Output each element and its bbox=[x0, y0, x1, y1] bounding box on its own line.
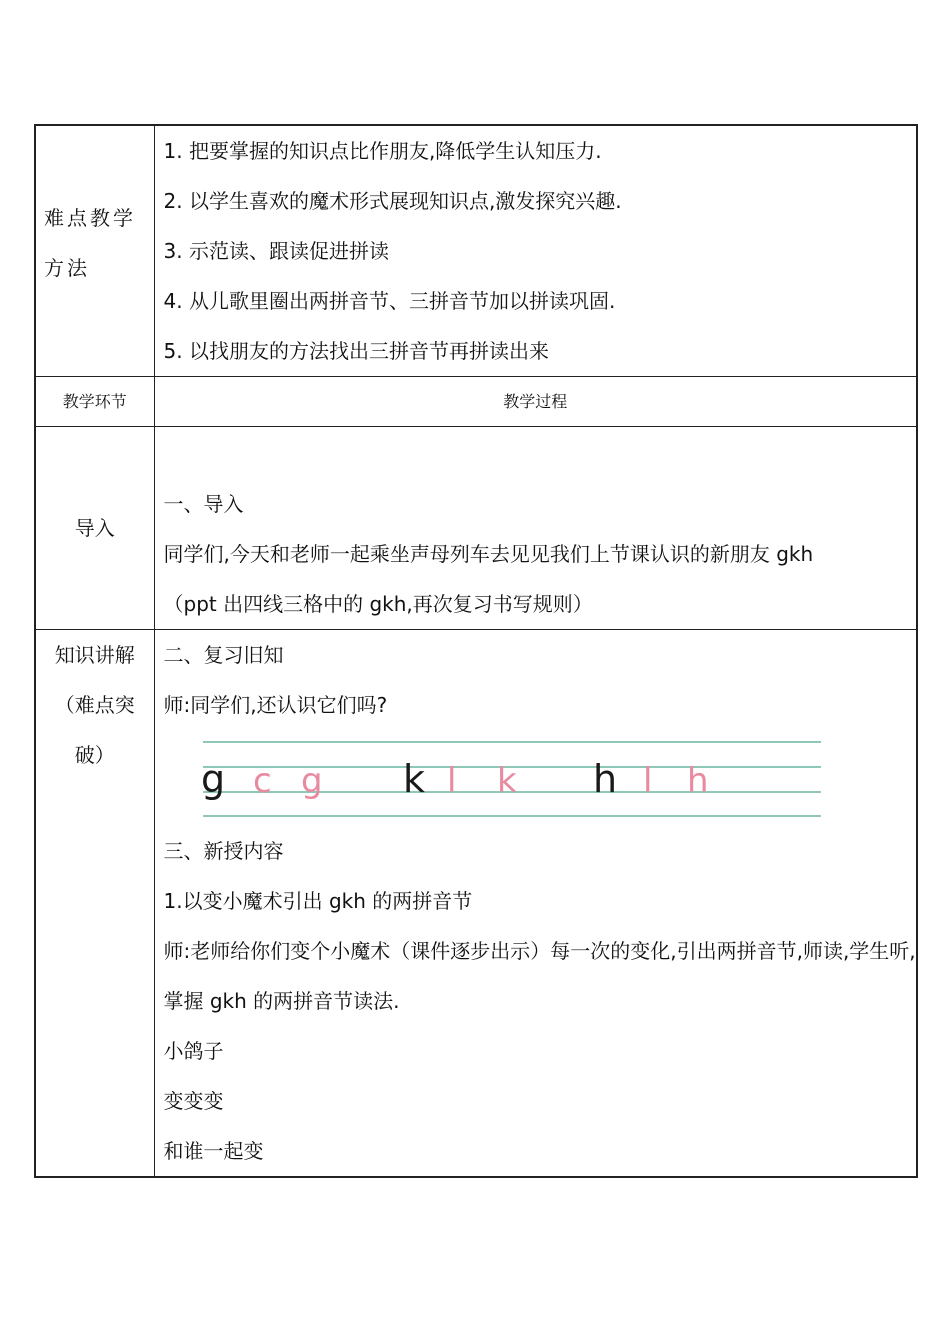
review-question: 师:同学们,还认识它们吗? bbox=[163, 693, 388, 717]
pinyin-letter-h-7: h bbox=[592, 757, 617, 801]
pinyin-grid-svg bbox=[161, 730, 851, 826]
method-item-1: 1. 把要掌握的知识点比作朋友,降低学生认知压力. bbox=[163, 139, 602, 163]
review-heading: 二、复习旧知 bbox=[163, 643, 284, 667]
method-item-2: 2. 以学生喜欢的魔术形式展现知识点,激发探究兴趣. bbox=[163, 189, 622, 213]
pinyin-letter-g-3: g bbox=[300, 761, 323, 801]
pinyin-letter-k-6: k bbox=[496, 761, 517, 801]
method-item-4: 4. 从儿歌里圈出两拼音节、三拼音节加以拼读巩固. bbox=[163, 289, 616, 313]
pinyin-four-line-grid bbox=[161, 730, 851, 826]
method-item-3: 3. 示范读、跟读促进拼读 bbox=[163, 239, 389, 263]
header-teaching-phase: 教学环节 bbox=[35, 377, 154, 427]
knowledge-label-line-3: 破） bbox=[74, 743, 115, 767]
intro-line-1: 同学们,今天和老师一起乘坐声母列车去见见我们上节课认识的新朋友 gkh bbox=[163, 542, 814, 566]
intro-line-2: （ppt 出四线三格中的 gkh,再次复习书写规则） bbox=[163, 592, 593, 616]
pinyin-letter-k-4: k bbox=[402, 757, 425, 801]
pinyin-letter-g-1: g bbox=[200, 757, 225, 801]
difficulty-method-label-text: 难点教学方法 bbox=[44, 206, 136, 280]
method-item-5: 5. 以找朋友的方法找出三拼音节再拼读出来 bbox=[163, 339, 549, 363]
intro-label: 导入 bbox=[35, 427, 154, 630]
intro-row bbox=[35, 427, 917, 630]
knowledge-content bbox=[154, 630, 917, 1178]
pinyin-letter-l-5: l bbox=[446, 761, 456, 801]
intro-heading: 一、导入 bbox=[163, 492, 244, 516]
rhyme-line-2: 变变变 bbox=[163, 1089, 224, 1113]
pinyin-letter-h-9: h bbox=[686, 761, 709, 801]
pinyin-letter-c-2: c bbox=[252, 761, 272, 801]
knowledge-label-line-1: 知识讲解 bbox=[54, 643, 135, 667]
pinyin-letter-l-8: l bbox=[642, 761, 652, 801]
table-header-row bbox=[35, 377, 917, 427]
knowledge-label-line-2: （难点突 bbox=[54, 693, 135, 717]
difficulty-method-row bbox=[35, 125, 917, 377]
new-content-heading: 三、新授内容 bbox=[163, 839, 284, 863]
difficulty-method-label bbox=[35, 125, 154, 377]
teacher-instruction: 师:老师给你们变个小魔术（课件逐步出示）每一次的变化,引出两拼音节,师读,学生听,掌握 gkh 的两拼音节读法. bbox=[163, 939, 916, 1013]
knowledge-label bbox=[35, 630, 154, 1178]
rhyme-line-3: 和谁一起变 bbox=[163, 1139, 264, 1163]
rhyme-line-1: 小鸽子 bbox=[163, 1039, 224, 1063]
header-teaching-process: 教学过程 bbox=[154, 377, 917, 427]
knowledge-row bbox=[35, 630, 917, 1178]
lesson-plan-table bbox=[34, 124, 918, 1178]
new-point-1: 1.以变小魔术引出 gkh 的两拼音节 bbox=[163, 889, 473, 913]
intro-content bbox=[154, 427, 917, 630]
difficulty-method-content bbox=[154, 125, 917, 377]
